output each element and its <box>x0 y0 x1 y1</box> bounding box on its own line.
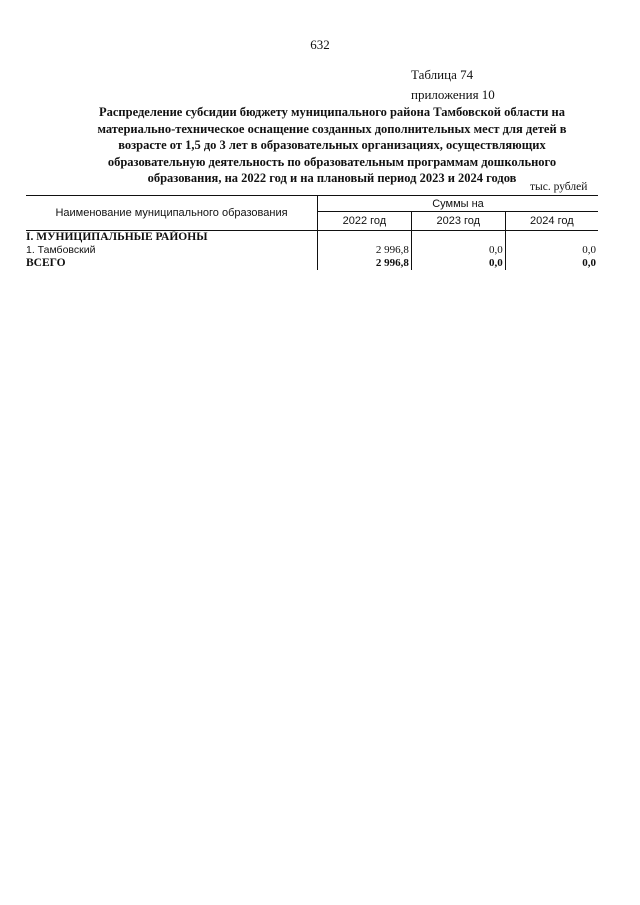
column-header-sums: Суммы на <box>318 196 599 212</box>
empty-cell <box>505 231 598 245</box>
title-line: материально-техническое оснащение созданных дополнительных мест для детей в <box>97 121 567 136</box>
title-line: Распределение субсидии бюджету муниципального района Тамбовской области на <box>99 105 565 119</box>
total-2022: 2 996,8 <box>318 257 412 270</box>
empty-cell <box>318 231 412 245</box>
table-label: Таблица 74 <box>411 67 474 82</box>
table-row <box>26 244 598 257</box>
value-2022: 2 996,8 <box>318 244 412 257</box>
row-name: 1. Тамбовский <box>26 244 318 257</box>
total-2024: 0,0 <box>582 257 596 269</box>
column-header-name: Наименование муниципального образования <box>26 196 318 231</box>
column-header-2022: 2022 год <box>318 212 412 231</box>
total-2023: 0,0 <box>411 257 505 270</box>
value-2023: 0,0 <box>411 244 505 257</box>
units-label: тыс. рублей <box>530 181 588 193</box>
subsidy-table <box>26 195 598 270</box>
document-title <box>52 104 612 187</box>
column-header-2024: 2024 год <box>505 212 598 231</box>
title-line: образования, на 2022 год и на плановый период 2023 и 2024 годов <box>147 171 517 185</box>
empty-cell <box>411 231 505 245</box>
appendix-label: приложения 10 <box>411 87 495 102</box>
page-number: 632 <box>310 37 330 52</box>
total-row <box>26 257 598 270</box>
title-line: образовательную деятельность по образовательным программам дошкольного <box>107 154 557 169</box>
column-header-2023: 2023 год <box>411 212 505 231</box>
value-2024: 0,0 <box>582 244 596 256</box>
title-line: возрасте от 1,5 до 3 лет в образовательных организациях, осуществляющих <box>118 138 546 152</box>
section-row <box>26 231 598 245</box>
section-title: I. МУНИЦИПАЛЬНЫЕ РАЙОНЫ <box>26 231 318 245</box>
total-label: ВСЕГО <box>26 257 318 270</box>
